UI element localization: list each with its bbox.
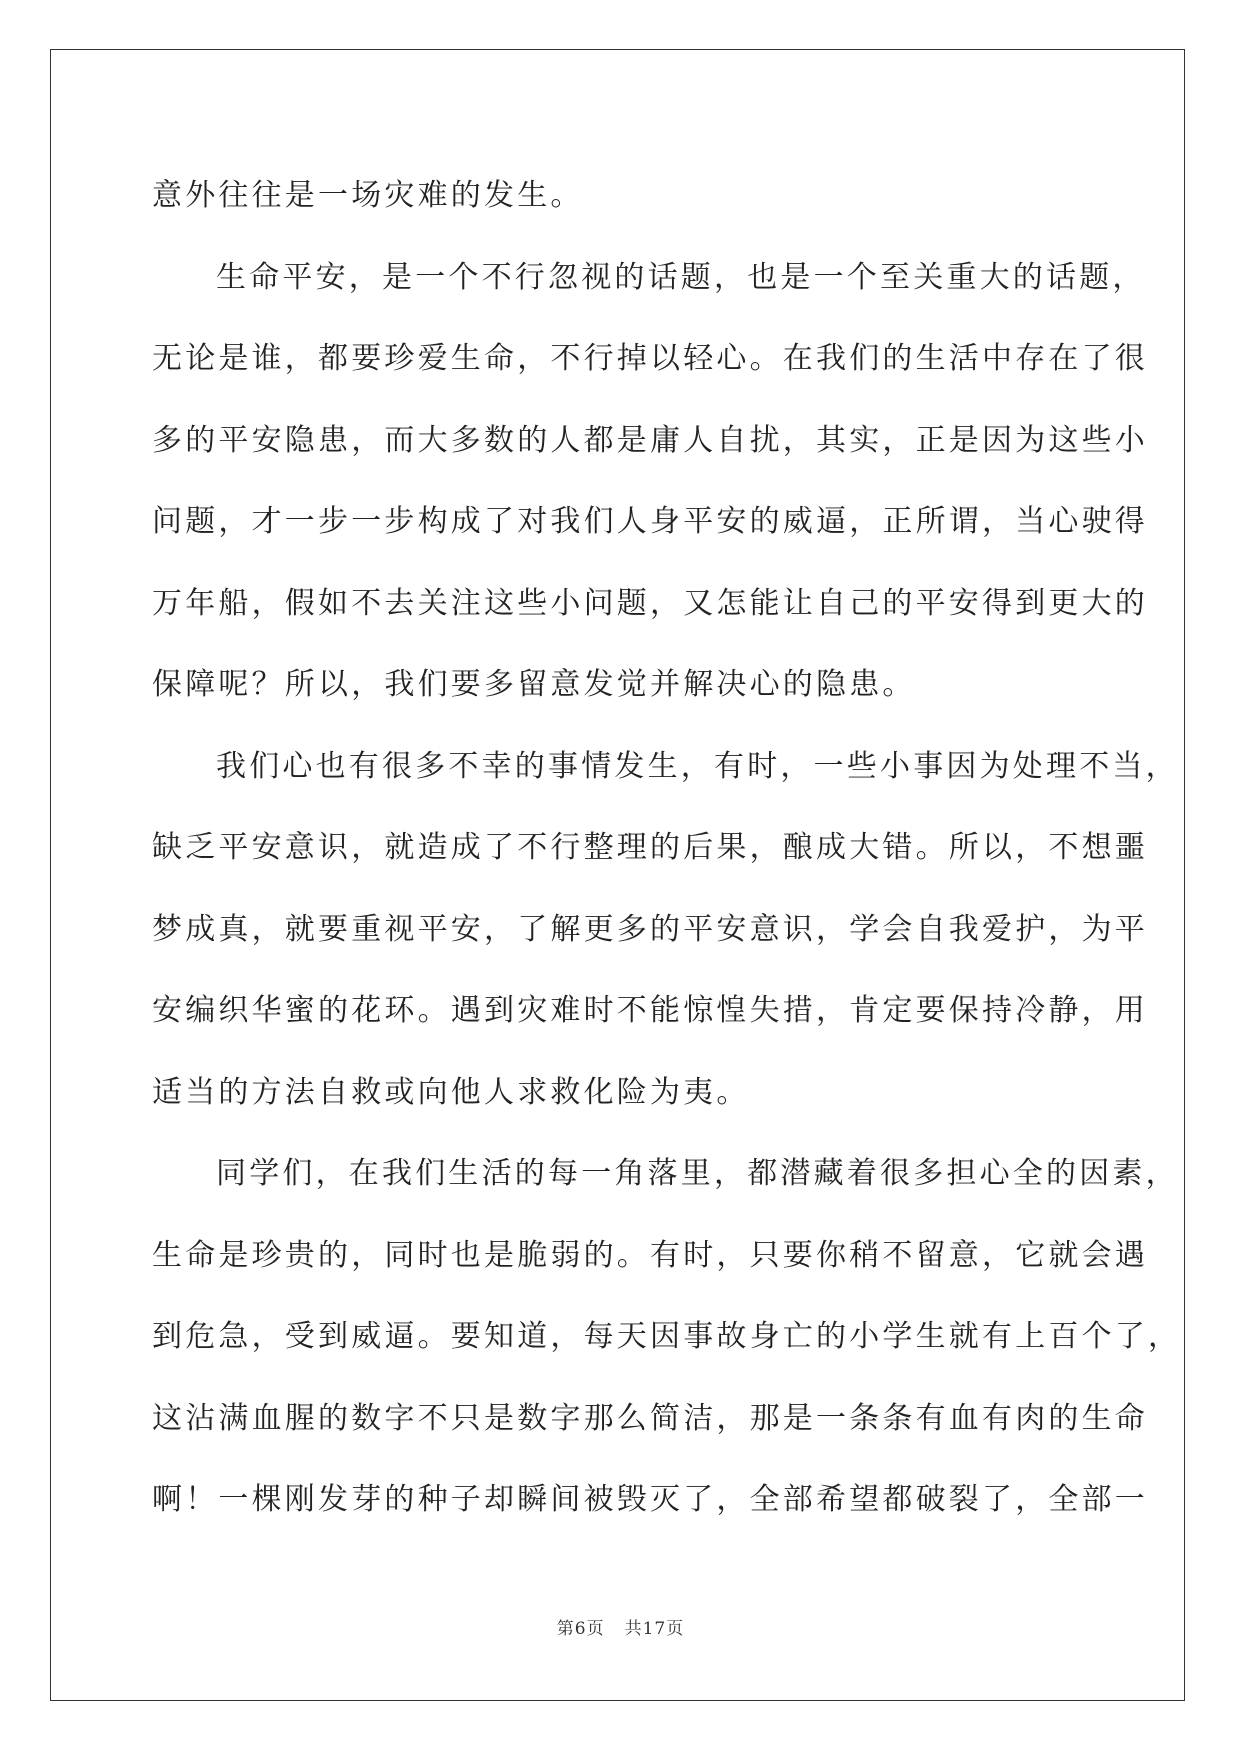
paragraph-3-line-4: 啊！一棵刚发芽的种子却瞬间被毁灭了，全部希望都破裂了，全部一 [152,1482,1148,1517]
paragraph-1-line-5: 保障呢？所以，我们要多留意发觉并解决心的隐患。 [152,667,916,702]
page-total: 共17页 [624,1619,685,1639]
paragraph-0-line-0: 意外往往是一场灾难的发生。 [152,178,584,213]
paragraph-3-line-3: 这沾满血腥的数字不只是数字那么简洁，那是一条条有血有肉的生命 [152,1400,1148,1436]
paragraph-3-line-1: 生命是珍贵的，同时也是脆弱的。有时，只要你稍不留意，它就会遇 [152,1237,1148,1273]
page-number: 第6页 [556,1619,605,1639]
page-footer [0,1614,1241,1639]
paragraph-3-line-0: 同学们，在我们生活的每一角落里，都潜藏着很多担心全的因素， [216,1156,1179,1191]
paragraph-2-line-4: 适当的方法自救或向他人求救化险为夷。 [152,1074,750,1110]
paragraph-1-line-4: 万年船，假如不去关注这些小问题，又怎能让自己的平安得到更大的 [152,585,1148,621]
paragraph-2-line-3: 安编织华蜜的花环。遇到灾难时不能惊惶失措，肯定要保持冷静，用 [152,993,1148,1028]
paragraph-2-line-0: 我们心也有很多不幸的事情发生，有时，一些小事因为处理不当， [216,748,1179,784]
document-body [152,155,1182,1541]
paragraph-1-line-1: 无论是谁，都要珍爱生命，不行掉以轻心。在我们的生活中存在了很 [152,341,1148,376]
paragraph-1-line-2: 多的平安隐患，而大多数的人都是庸人自扰，其实，正是因为这些小 [152,422,1148,458]
paragraph-2-line-1: 缺乏平安意识，就造成了不行整理的后果，酿成大错。所以，不想噩 [152,830,1148,865]
paragraph-3-line-2: 到危急，受到威逼。要知道，每天因事故身亡的小学生就有上百个了， [152,1319,1182,1354]
paragraph-1-line-0: 生命平安，是一个不行忽视的话题，也是一个至关重大的话题， [216,259,1146,295]
paragraph-2-line-2: 梦成真，就要重视平安，了解更多的平安意识，学会自我爱护，为平 [152,911,1148,947]
paragraph-1-line-3: 问题，才一步一步构成了对我们人身平安的威逼，正所谓，当心驶得 [152,504,1148,539]
